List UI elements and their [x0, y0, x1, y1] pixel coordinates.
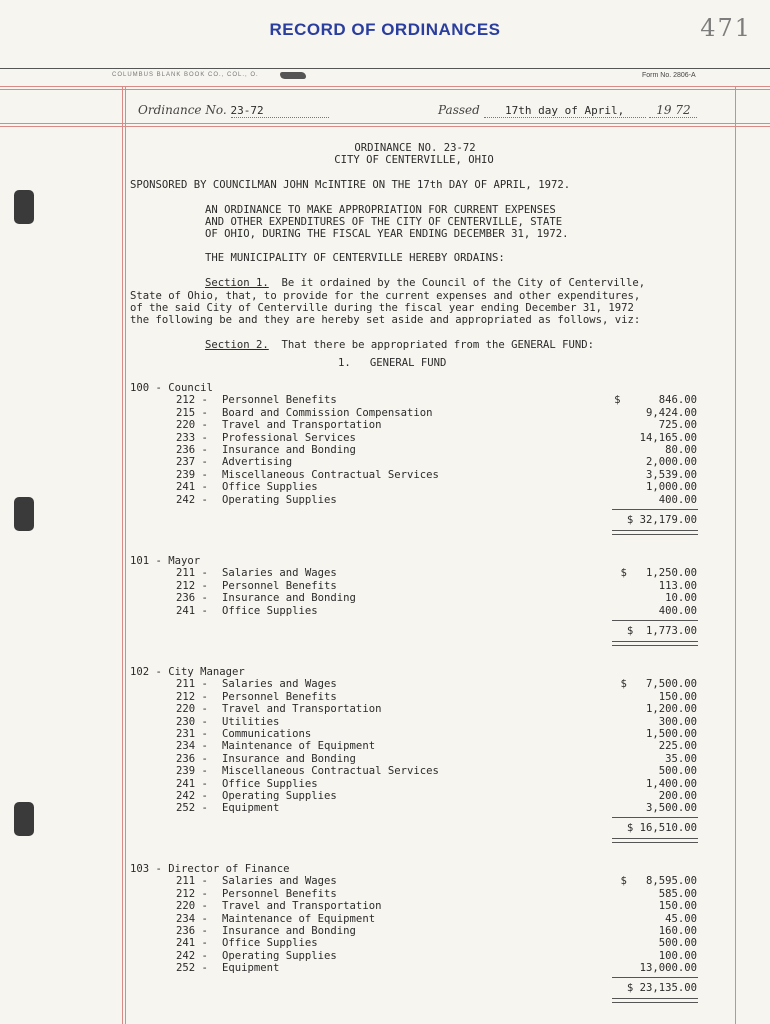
line-item-name: Operating Supplies: [222, 493, 337, 506]
section1-label: Section 1.: [205, 277, 269, 289]
top-red-rule: [0, 86, 770, 87]
line-item-code: 211 -: [176, 678, 215, 691]
top-red-rule-2: [0, 89, 770, 90]
margin-rule-right: [735, 86, 736, 1024]
ordinance-red-rule: [0, 123, 770, 124]
line-item-amount: 200.00: [658, 790, 697, 802]
line-item-name: Insurance and Bonding: [222, 592, 356, 605]
line-item-code: 241 -: [176, 777, 215, 790]
purpose-line-2: AND OTHER EXPENDITURES OF THE CITY OF CENTERVILLE, STATE: [205, 216, 563, 228]
fund-heading: 1. GENERAL FUND: [338, 357, 447, 369]
line-item-name: Maintenance of Equipment: [222, 740, 376, 753]
line-item-name: Personnel Benefits: [222, 887, 337, 900]
line-item-code: 234 -: [176, 740, 215, 753]
line-item-amount: 400.00: [658, 604, 697, 617]
line-item-code: 220 -: [176, 419, 215, 432]
line-item-amount: 150.00: [658, 690, 697, 703]
line-item-name: Maintenance of Equipment: [222, 912, 376, 925]
line-item-code: 252 -: [176, 802, 215, 815]
line-item-amount: 400.00: [658, 493, 697, 506]
subtotal-rule: [612, 977, 698, 978]
section1-line-3: of the said City of Centerville during the fiscal year ending December 31, 1972: [130, 302, 634, 314]
subtotal-rule: [612, 620, 698, 621]
total-double-rule: [612, 838, 698, 843]
passed-line: [438, 103, 697, 118]
line-item-code: 239 -: [176, 468, 215, 481]
line-item-code: 236 -: [176, 444, 215, 456]
binder-hole-bottom: [14, 802, 34, 836]
line-item-amount: $ 8,595.00: [620, 875, 697, 888]
line-item-amount: 1,200.00: [645, 703, 697, 716]
ordinance-label: Ordinance No.: [138, 103, 227, 117]
ordains-line: THE MUNICIPALITY OF CENTERVILLE HEREBY ORDAINS:: [205, 252, 505, 264]
subtotal-rule: [612, 817, 698, 818]
department-title: 101 - Mayor: [130, 555, 201, 567]
section1-line-1: [205, 277, 645, 289]
line-item-name: Insurance and Bonding: [222, 752, 356, 765]
passed-year-value: 19 72: [649, 103, 697, 118]
line-item-name: Personnel Benefits: [222, 690, 337, 703]
line-item-amount: 500.00: [658, 765, 697, 778]
department-title: 102 - City Manager: [130, 666, 245, 678]
line-item-name: Advertising: [222, 456, 293, 469]
line-item-code: 236 -: [176, 752, 215, 765]
line-item-code: 252 -: [176, 962, 215, 975]
purpose-line-1: AN ORDINANCE TO MAKE APPROPRIATION FOR CURRENT EXPENSES: [205, 204, 556, 216]
line-item-name: Travel and Transportation: [222, 703, 382, 716]
line-item-code: 231 -: [176, 728, 215, 740]
passed-date-value: 17th day of April,: [484, 104, 646, 118]
department-total: $ 23,135.00: [626, 982, 697, 995]
line-item-name: Salaries and Wages: [222, 567, 337, 580]
line-item-amount: 113.00: [658, 579, 697, 592]
passed-label: Passed: [438, 103, 480, 117]
department-total: $ 16,510.00: [626, 822, 697, 835]
line-item-amount: 500.00: [658, 937, 697, 950]
line-item-code: 215 -: [176, 406, 215, 419]
form-number: Form No. 2806-A: [642, 72, 696, 79]
line-item-code: 220 -: [176, 900, 215, 913]
line-item-amount: 2,000.00: [645, 456, 697, 469]
line-item-amount: 13,000.00: [639, 962, 697, 975]
line-item-amount: 585.00: [658, 887, 697, 900]
ordinance-heading: ORDINANCE NO. 23-72: [354, 142, 476, 154]
department-total: $ 32,179.00: [626, 513, 697, 526]
line-item-code: 236 -: [176, 925, 215, 937]
total-double-rule: [612, 641, 698, 646]
line-item-name: Insurance and Bonding: [222, 925, 356, 937]
line-item-amount: 10.00: [665, 592, 697, 605]
section2-line: [205, 339, 594, 351]
record-title: RECORD OF ORDINANCES: [269, 20, 501, 39]
line-item-code: 212 -: [176, 394, 215, 407]
line-item-code: 230 -: [176, 715, 215, 728]
city-heading: CITY OF CENTERVILLE, OHIO: [334, 154, 494, 166]
department-title: 100 - Council: [130, 382, 213, 394]
line-item-name: Salaries and Wages: [222, 875, 337, 888]
line-item-code: 233 -: [176, 431, 215, 444]
line-item-amount: 150.00: [658, 900, 697, 913]
line-item-amount: 225.00: [658, 740, 697, 753]
publisher-imprint: COLUMBUS BLANK BOOK CO., COL., O.: [112, 72, 259, 78]
binder-hole-middle: [14, 497, 34, 531]
line-item-code: 211 -: [176, 567, 215, 580]
line-item-amount: 3,539.00: [645, 468, 697, 481]
line-item-name: Personnel Benefits: [222, 394, 337, 407]
publisher-logo-icon: [280, 72, 306, 79]
line-item-name: Office Supplies: [222, 777, 318, 790]
line-item-code: 239 -: [176, 765, 215, 778]
total-double-rule: [612, 530, 698, 535]
line-item-code: 211 -: [176, 875, 215, 888]
line-item-amount: 45.00: [665, 912, 697, 925]
line-item-name: Equipment: [222, 802, 280, 815]
line-item-code: 241 -: [176, 937, 215, 950]
department-total: $ 1,773.00: [626, 624, 697, 637]
line-item-code: 220 -: [176, 703, 215, 716]
line-item-amount: 1,000.00: [645, 481, 697, 494]
line-item-code: 212 -: [176, 579, 215, 592]
line-item-name: Miscellaneous Contractual Services: [222, 765, 439, 778]
line-item-amount: 1,400.00: [645, 777, 697, 790]
page-number: 471: [700, 14, 752, 42]
purpose-line-3: OF OHIO, DURING THE FISCAL YEAR ENDING DECEMBER 31, 1972.: [205, 228, 569, 240]
line-item-name: Miscellaneous Contractual Services: [222, 468, 439, 481]
margin-rule-left: [122, 86, 123, 1024]
line-item-amount: 1,500.00: [645, 728, 697, 740]
ordinance-number-line: [138, 103, 329, 118]
binder-hole-top: [14, 190, 34, 224]
section2-label: Section 2.: [205, 339, 269, 351]
line-item-name: Personnel Benefits: [222, 579, 337, 592]
header-rule: [0, 68, 770, 69]
section1-line-4: the following be and they are hereby set aside and appropriated as follows, viz:: [130, 314, 641, 326]
line-item-code: 241 -: [176, 481, 215, 494]
line-item-name: Operating Supplies: [222, 949, 337, 962]
line-item-code: 212 -: [176, 887, 215, 900]
line-item-name: Office Supplies: [222, 481, 318, 494]
line-item-name: Communications: [222, 728, 312, 740]
line-item-name: Operating Supplies: [222, 790, 337, 802]
line-item-amount: 100.00: [658, 949, 697, 962]
line-item-amount: $ 846.00: [614, 394, 697, 407]
line-item-code: 234 -: [176, 912, 215, 925]
line-item-code: 212 -: [176, 690, 215, 703]
margin-rule-left-2: [125, 86, 126, 1024]
line-item-name: Travel and Transportation: [222, 900, 382, 913]
subtotal-rule: [612, 509, 698, 510]
line-item-name: Insurance and Bonding: [222, 444, 356, 456]
section1-line-2: State of Ohio, that, to provide for the current expenses and other expenditures,: [130, 290, 641, 302]
line-item-amount: 80.00: [665, 444, 697, 456]
line-item-amount: 14,165.00: [639, 431, 697, 444]
line-item-name: Utilities: [222, 715, 280, 728]
line-item-amount: 3,500.00: [645, 802, 697, 815]
line-item-code: 237 -: [176, 456, 215, 469]
section1-text: Be it ordained by the Council of the City of Centerville,: [268, 277, 646, 289]
total-double-rule: [612, 998, 698, 1003]
department-title: 103 - Director of Finance: [130, 863, 290, 875]
line-item-name: Salaries and Wages: [222, 678, 337, 691]
line-item-amount: $ 7,500.00: [620, 678, 697, 691]
line-item-amount: 725.00: [658, 419, 697, 432]
line-item-amount: 35.00: [665, 752, 697, 765]
ordinance-number-value: 23-72: [231, 104, 329, 118]
line-item-code: 242 -: [176, 790, 215, 802]
line-item-amount: 300.00: [658, 715, 697, 728]
line-item-code: 236 -: [176, 592, 215, 605]
line-item-name: Office Supplies: [222, 937, 318, 950]
line-item-code: 242 -: [176, 493, 215, 506]
section2-text: That there be appropriated from the GENERAL FUND:: [268, 339, 595, 351]
line-item-amount: $ 1,250.00: [620, 567, 697, 580]
line-item-code: 242 -: [176, 949, 215, 962]
line-item-name: Professional Services: [222, 431, 356, 444]
ordinance-red-rule-2: [0, 126, 770, 127]
line-item-name: Office Supplies: [222, 604, 318, 617]
line-item-name: Board and Commission Compensation: [222, 406, 433, 419]
line-item-amount: 9,424.00: [645, 406, 697, 419]
line-item-name: Travel and Transportation: [222, 419, 382, 432]
line-item-code: 241 -: [176, 604, 215, 617]
line-item-amount: 160.00: [658, 925, 697, 937]
line-item-name: Equipment: [222, 962, 280, 975]
sponsor-line: SPONSORED BY COUNCILMAN JOHN McINTIRE ON THE 17th DAY OF APRIL, 1972.: [130, 179, 571, 191]
